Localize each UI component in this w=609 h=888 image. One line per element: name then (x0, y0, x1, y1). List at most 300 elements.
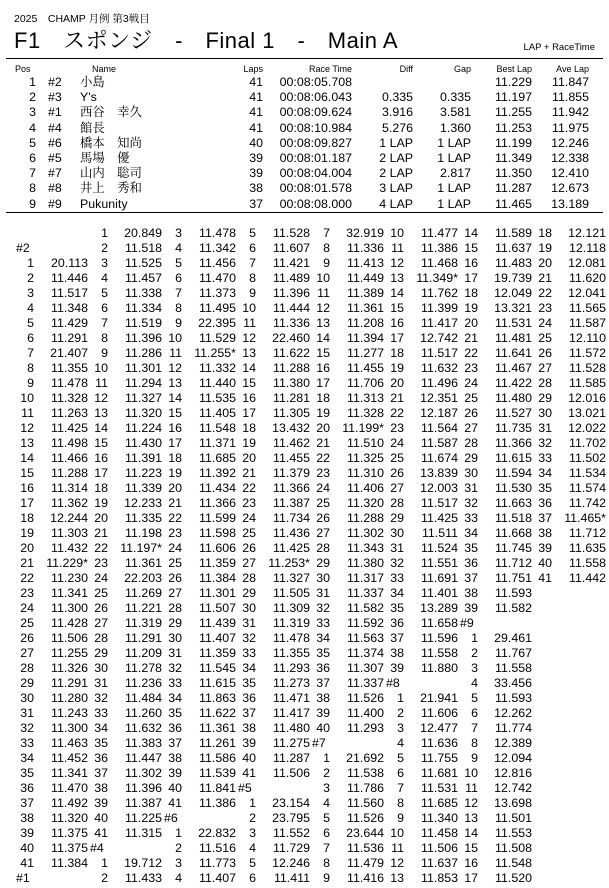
lap-number: 28 (538, 376, 552, 390)
lap-time-entry (382, 811, 458, 826)
lap-time: 11.293 (347, 721, 384, 735)
lap-time-entry (12, 556, 88, 571)
lap-number: 6 (249, 241, 256, 255)
lap-time-entry (12, 646, 88, 661)
lap-time-entry (308, 361, 384, 376)
result-car-no: #1 (48, 105, 62, 120)
result-laps: 39 (249, 166, 263, 181)
lap-time: 11.558 (421, 646, 458, 660)
lap-time: 11.510 (347, 436, 384, 450)
lap-number: 3 (471, 661, 478, 675)
lap-number: 41 (538, 571, 552, 585)
lap-time: 11.396 (125, 331, 162, 345)
lap-time-entry (160, 736, 236, 751)
lap-number: 30 (390, 526, 404, 540)
lap-time: 11.502 (569, 451, 606, 465)
lap-time-entry (160, 421, 236, 436)
lap-time: 19.739 (494, 271, 532, 285)
lap-time: 11.508 (495, 841, 532, 855)
lap-time: 11.596 (421, 631, 458, 645)
lap-time-entry (530, 556, 606, 571)
lap-number: 36 (168, 721, 182, 735)
lap-number: 12 (94, 391, 108, 405)
lap-time: 11.786 (347, 781, 384, 795)
lap-time-entry (308, 376, 384, 391)
lap-time: 11.457 (125, 271, 162, 285)
lap-time-entry (86, 226, 162, 241)
lap-time-entry (456, 256, 532, 271)
lap-time: 11.762 (421, 286, 458, 300)
lap-time-entry (160, 331, 236, 346)
lap-time: 11.520 (495, 871, 532, 885)
lap-time: 11.489 (273, 271, 310, 285)
lap-time: 11.506 (273, 766, 310, 780)
lap-number: 16 (464, 856, 478, 870)
result-pos: 3 (29, 105, 36, 120)
result-gap: 2.817 (439, 166, 471, 181)
lap-time-entry (456, 781, 532, 796)
lap-time-entry (456, 571, 532, 586)
lap-time-entry (456, 466, 532, 481)
lap-time: 11.598 (199, 526, 236, 540)
lap-number: 22 (168, 511, 182, 525)
result-gap: 1 LAP (437, 196, 471, 211)
lap-number: 33 (390, 571, 404, 585)
lap-time-entry (456, 286, 532, 301)
lap-time: 11.326 (51, 661, 88, 675)
lap-time-entry (234, 856, 310, 871)
lap-number: 39 (538, 541, 552, 555)
lap-number: 40 (242, 751, 256, 765)
lap-time: 11.632 (421, 361, 458, 375)
lap-time-entry (160, 241, 236, 256)
lap-time-entry (234, 271, 310, 286)
lap-time-entry (530, 511, 606, 526)
lap-time-entry (530, 466, 606, 481)
lap-time-entry (160, 361, 236, 376)
lap-number: 6 (249, 871, 256, 885)
lap-number: 13 (168, 376, 182, 390)
lap-time-entry (86, 616, 162, 631)
lap-number: 21 (538, 271, 552, 285)
lap-time-entry (382, 766, 458, 781)
lap-time-entry (12, 256, 88, 271)
lap-time: 11.468 (421, 256, 458, 270)
lap-number: 17 (242, 406, 256, 420)
lap-number: 37 (538, 511, 552, 525)
lap-time: 11.291 (51, 331, 88, 345)
lap-time-entry (382, 241, 458, 256)
lap-number: 19 (242, 436, 256, 450)
lap-time: 11.197* (120, 541, 162, 555)
lap-time: 11.208 (347, 316, 384, 330)
lap-number: 11 (465, 781, 478, 795)
lap-time-entry (456, 526, 532, 541)
lap-time-entry (456, 586, 532, 601)
lap-time: 11.319 (273, 616, 310, 630)
lap-number: 40 (316, 721, 330, 735)
lap-time: 11.517 (51, 286, 88, 300)
lap-number: 15 (168, 406, 182, 420)
lap-number: 23 (20, 586, 34, 600)
lap-time: 11.380 (347, 556, 384, 570)
lap-time: 11.632 (125, 721, 162, 735)
lap-time: 11.361 (199, 721, 236, 735)
lap-time-entry (234, 736, 310, 751)
lap-number: 3 (249, 826, 256, 840)
lap-number: 16 (242, 391, 256, 405)
result-gap: 1 LAP (437, 151, 471, 165)
lap-time-entry (308, 541, 384, 556)
lap-time: 13.321 (494, 301, 532, 315)
lap-number: 28 (242, 571, 256, 585)
lap-number: 5 (249, 856, 256, 870)
lap-time: 11.456 (199, 256, 236, 270)
lap-number: 19 (464, 301, 478, 315)
lap-time: 11.528 (569, 361, 606, 375)
lap-number: 13 (390, 271, 404, 285)
result-pos: 1 (29, 75, 36, 89)
lap-time-entry (12, 481, 88, 496)
lap-time-entry (12, 451, 88, 466)
lap-number: 31 (242, 616, 256, 630)
lap-number: 36 (316, 661, 330, 675)
lap-number: 37 (464, 571, 478, 585)
lap-time: 11.442 (569, 571, 606, 585)
lap-number: 38 (20, 811, 34, 825)
lap-time-entry (86, 436, 162, 451)
result-diff: 0.335 (381, 90, 413, 105)
col-header-name: Name (92, 64, 117, 74)
lap-time-entry (456, 301, 532, 316)
lap-time-entry (234, 556, 310, 571)
result-laps: 38 (249, 181, 263, 196)
lap-number: 22 (538, 286, 552, 300)
lap-time-entry (382, 331, 458, 346)
lap-time: 11.366 (199, 496, 236, 510)
lap-number: 16 (20, 481, 34, 495)
lap-number: 20 (20, 541, 34, 555)
lap-time-entry (12, 781, 88, 796)
result-ave-lap: 12.246 (551, 135, 589, 150)
lap-time-entry (308, 796, 384, 811)
lap-time-entry (530, 406, 606, 421)
lap-number: 19 (538, 241, 552, 255)
lap-time-entry (12, 286, 88, 301)
lap-table-driver-label: #8 (386, 676, 400, 690)
lap-time-entry (12, 631, 88, 646)
lap-time: 11.432 (51, 541, 88, 555)
lap-time-entry (86, 571, 162, 586)
lap-number: 15 (316, 346, 330, 360)
lap-time: 11.526 (347, 811, 384, 825)
lap-number: 5 (175, 256, 182, 270)
result-car-no: #7 (48, 166, 62, 181)
lap-time-entry (160, 646, 236, 661)
result-gap: 1 LAP (437, 181, 471, 196)
lap-time-entry (12, 541, 88, 556)
lap-time: 11.288 (273, 361, 310, 375)
lap-time-entry (456, 361, 532, 376)
lap-time-entry (382, 721, 458, 736)
lap-number: 3 (175, 226, 182, 240)
lap-time: 11.277 (347, 346, 384, 360)
lap-time-entry (234, 631, 310, 646)
lap-time: 11.607 (273, 241, 310, 255)
lap-time-entry (456, 706, 532, 721)
result-car-no: #4 (48, 120, 62, 135)
lap-number: 39 (20, 826, 34, 840)
lap-time: 11.320 (125, 406, 162, 420)
lap-time-entry (308, 676, 384, 691)
lap-number: 11 (243, 316, 256, 330)
lap-time-entry (86, 751, 162, 766)
lap-time-entry (86, 706, 162, 721)
lap-number: 7 (175, 286, 182, 300)
lap-time: 11.209 (125, 646, 162, 660)
lap-number: 18 (538, 226, 552, 240)
lap-time-entry (456, 481, 532, 496)
lap-number: 7 (323, 226, 330, 240)
lap-time: 11.484 (125, 691, 162, 705)
lap-time-entry (308, 286, 384, 301)
lap-time: 11.548 (199, 421, 236, 435)
results-divider (6, 212, 603, 213)
lap-time-entry (12, 436, 88, 451)
lap-number: 14 (390, 286, 404, 300)
lap-time: 11.199* (342, 421, 384, 435)
lap-number: 40 (538, 556, 552, 570)
lap-number: 1 (249, 796, 256, 810)
lap-number: 26 (168, 571, 182, 585)
lap-number: 31 (94, 676, 108, 690)
lap-table-driver-label: #4 (90, 841, 104, 855)
lap-number: 13 (464, 811, 478, 825)
lap-time-entry (160, 586, 236, 601)
lap-number: 13 (390, 871, 404, 885)
lap-number: 9 (101, 346, 108, 360)
lap-time: 13.432 (272, 421, 310, 435)
lap-time-entry (234, 511, 310, 526)
lap-time: 11.320 (347, 496, 384, 510)
lap-number: 34 (390, 586, 404, 600)
lap-time-entry (456, 751, 532, 766)
result-car-no: #9 (48, 196, 62, 211)
lap-time: 11.589 (495, 226, 532, 240)
lap-number: 19 (390, 361, 404, 375)
lap-number: 7 (323, 841, 330, 855)
result-ave-lap: 13.189 (551, 196, 589, 211)
lap-time: 11.375 (51, 826, 88, 840)
result-pos: 7 (29, 166, 36, 181)
lap-time-entry (382, 361, 458, 376)
lap-time-entry (86, 421, 162, 436)
lap-time-entry (86, 301, 162, 316)
lap-time-entry (530, 346, 606, 361)
lap-number: 32 (168, 661, 182, 675)
lap-time-entry (456, 271, 532, 286)
lap-number: 6 (175, 271, 182, 285)
lap-time-entry (382, 301, 458, 316)
lap-time: 11.767 (495, 646, 532, 660)
result-ave-lap: 11.942 (552, 105, 589, 120)
lap-time: 23.154 (272, 796, 310, 810)
lap-number: 9 (175, 316, 182, 330)
lap-time: 11.622 (199, 706, 236, 720)
lap-time: 13.839 (420, 466, 458, 480)
lap-time-entry (456, 871, 532, 886)
lap-time: 11.444 (273, 301, 310, 315)
result-gap: 3.581 (439, 105, 471, 120)
lap-time-entry (382, 736, 458, 751)
lap-time-entry (530, 436, 606, 451)
lap-time-entry (456, 241, 532, 256)
lap-time: 11.535 (199, 391, 236, 405)
lap-time-entry (382, 466, 458, 481)
lap-time: 11.592 (347, 616, 384, 630)
lap-time-entry (12, 676, 88, 691)
lap-time: 11.375 (51, 841, 88, 855)
lap-time-entry (12, 736, 88, 751)
lap-time-entry (456, 661, 532, 676)
lap-time: 11.281 (273, 391, 310, 405)
lap-time-entry (456, 391, 532, 406)
lap-time: 11.223 (125, 466, 162, 480)
lap-time-entry (308, 811, 384, 826)
lap-time-entry (234, 451, 310, 466)
lap-time-entry (530, 271, 606, 286)
col-header-diff: Diff (399, 64, 413, 74)
lap-time-entry (234, 616, 310, 631)
lap-time-entry (160, 256, 236, 271)
lap-time: 11.263 (51, 406, 88, 420)
lap-time-entry (382, 691, 458, 706)
lap-number: 33 (94, 706, 108, 720)
lap-time: 22.203 (124, 571, 162, 585)
lap-time: 11.751 (495, 571, 532, 585)
lap-number: 22 (464, 346, 478, 360)
lap-time: 23.644 (346, 826, 384, 840)
lap-time: 11.538 (347, 766, 384, 780)
lap-time-entry (86, 586, 162, 601)
lap-time-entry (234, 811, 310, 826)
lap-time: 21.941 (420, 691, 458, 705)
lap-number: 36 (538, 496, 552, 510)
lap-time-entry (86, 766, 162, 781)
lap-time: 11.691 (421, 571, 458, 585)
lap-time-entry (382, 511, 458, 526)
lap-time: 11.773 (199, 856, 236, 870)
lap-time-entry (456, 541, 532, 556)
result-ave-lap: 12.673 (551, 181, 589, 196)
lap-number: 35 (316, 646, 330, 660)
lap-time: 21.692 (346, 751, 384, 765)
lap-time: 11.517 (421, 346, 458, 360)
lap-number: 33 (464, 511, 478, 525)
lap-number: 31 (20, 706, 34, 720)
lap-number: 2 (249, 811, 256, 825)
header-divider (6, 58, 603, 59)
lap-time: 11.327 (273, 571, 310, 585)
lap-number: 26 (464, 406, 478, 420)
lap-time-entry (160, 781, 236, 796)
lap-time: 11.478 (199, 226, 236, 240)
lap-time-entry (234, 646, 310, 661)
lap-time-entry (12, 526, 88, 541)
lap-time-entry (308, 481, 384, 496)
lap-number: 22 (94, 541, 108, 555)
result-laps: 41 (249, 120, 263, 135)
lap-number: 33 (242, 646, 256, 660)
lap-time: 11.229* (46, 556, 88, 570)
lap-number: 12 (168, 361, 182, 375)
result-name: 井上 秀和 (80, 181, 142, 196)
lap-time-entry (12, 376, 88, 391)
lap-number: 8 (397, 796, 404, 810)
result-diff: 3 LAP (379, 181, 413, 196)
lap-time: 11.407 (199, 631, 236, 645)
lap-time: 11.574 (569, 481, 606, 495)
lap-time: 11.599 (199, 511, 236, 525)
lap-number: 6 (101, 301, 108, 315)
lap-number: 27 (242, 556, 256, 570)
lap-number: 36 (20, 781, 34, 795)
lap-number: 25 (538, 331, 552, 345)
lap-number: 9 (323, 871, 330, 885)
lap-time-entry (12, 496, 88, 511)
lap-time-entry (160, 376, 236, 391)
lap-number: 33 (538, 451, 552, 465)
lap-number: 29 (20, 676, 34, 690)
result-car-no: #8 (48, 181, 62, 196)
lap-time-entry (382, 346, 458, 361)
lap-time-entry (308, 841, 384, 856)
lap-number: 4 (101, 271, 108, 285)
lap-time-entry (234, 661, 310, 676)
lap-time: 11.446 (51, 271, 88, 285)
lap-time: 11.338 (125, 286, 162, 300)
lap-number: 23 (464, 361, 478, 375)
lap-time: 12.081 (568, 256, 606, 270)
lap-time-entry (234, 496, 310, 511)
lap-time: 11.406 (347, 481, 384, 495)
lap-time: 11.339 (125, 481, 162, 495)
lap-number: 4 (323, 796, 330, 810)
result-laps: 41 (249, 90, 263, 105)
lap-time-entry (160, 601, 236, 616)
lap-number: 23 (94, 556, 108, 570)
lap-number: 41 (242, 766, 256, 780)
lap-number: 39 (390, 661, 404, 675)
lap-number: 37 (316, 676, 330, 690)
lap-number: 5 (27, 316, 34, 330)
lap-table-driver-label: #9 (460, 616, 474, 630)
lap-time: 11.417 (273, 706, 310, 720)
lap-time-entry (308, 661, 384, 676)
lap-time: 11.526 (347, 691, 384, 705)
lap-time-entry (308, 616, 384, 631)
lap-time-entry (160, 436, 236, 451)
lap-time-entry (456, 316, 532, 331)
lap-number: 10 (390, 226, 404, 240)
lap-number: 25 (390, 451, 404, 465)
lap-number: 31 (464, 481, 478, 495)
lap-number: 39 (94, 796, 108, 810)
lap-number: 40 (168, 781, 182, 795)
lap-time-entry (456, 796, 532, 811)
lap-number: 25 (168, 556, 182, 570)
lap-time: 12.816 (494, 766, 532, 780)
